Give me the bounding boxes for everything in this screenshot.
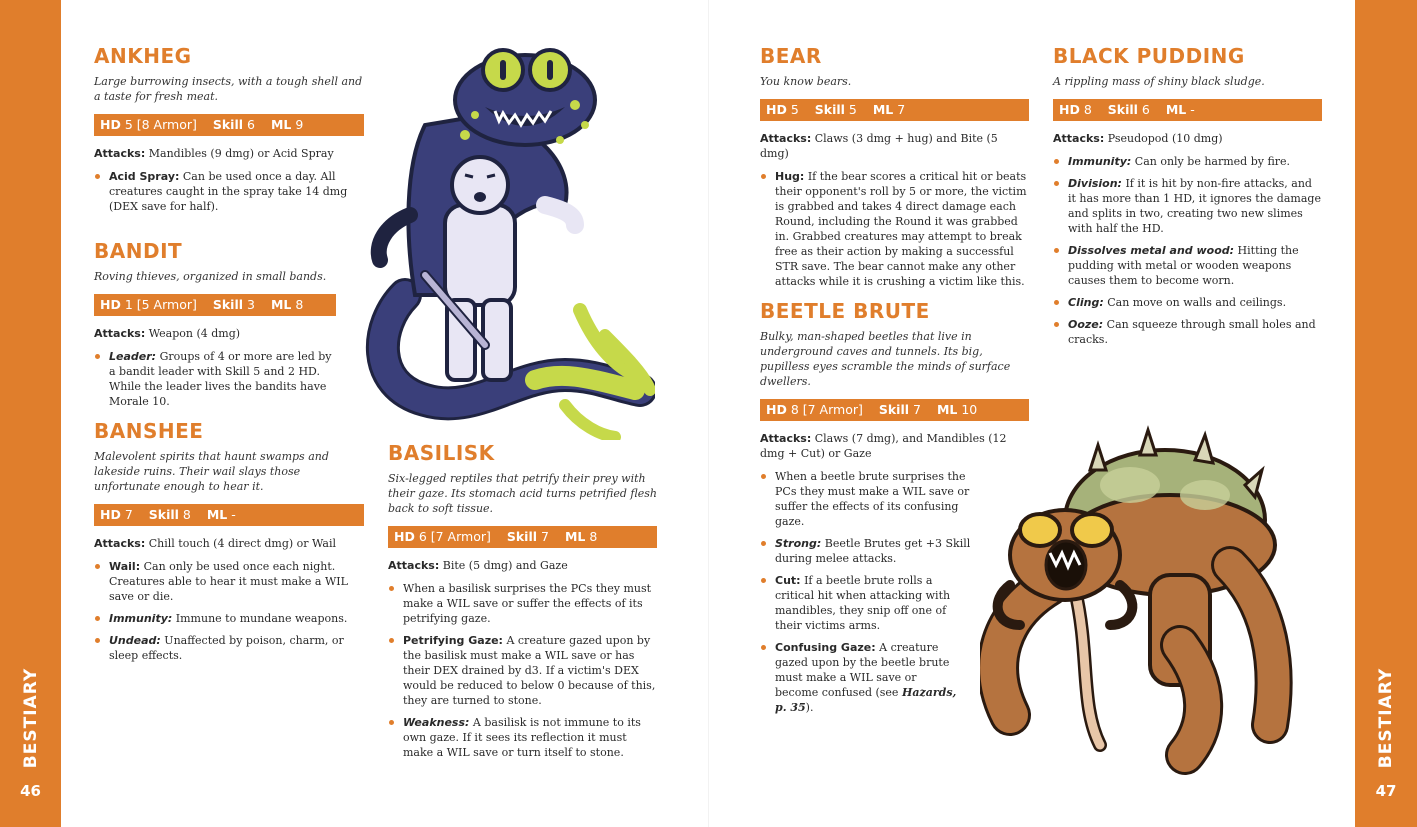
trait-list xyxy=(760,169,1029,289)
stat-bar: HD 5 [8 Armor] Skill 6 ML 9 xyxy=(94,114,364,136)
page-number: 46 xyxy=(20,782,41,800)
beetle-brute-illustration xyxy=(980,425,1325,785)
entry-title: BLACK PUDDING xyxy=(1053,44,1245,68)
entry-ankheg xyxy=(94,44,364,221)
section-label: BESTIARY xyxy=(1376,667,1396,769)
attacks-line: Attacks: Chill touch (4 direct dmg) or Wail xyxy=(94,537,336,550)
attacks-line: Attacks: Weapon (4 dmg) xyxy=(94,327,241,340)
trait-list xyxy=(94,349,336,409)
page-number: 47 xyxy=(1375,782,1397,800)
entry-title: BEAR xyxy=(760,44,822,68)
attacks-line: Attacks: Claws (3 dmg + hug) and Bite (5 dmg) xyxy=(760,132,998,160)
entry-bandit xyxy=(94,239,336,416)
stat-bar: HD 6 [7 Armor] Skill 7 ML 8 xyxy=(388,526,657,548)
attacks-line: Attacks: Mandibles (9 dmg) or Acid Spray xyxy=(94,147,334,160)
trait-item: Undead: Unaffected by poison, charm, or sleep effects. xyxy=(94,633,364,663)
stat-bar: HD 1 [5 Armor] Skill 3 ML 8 xyxy=(94,294,336,316)
entry-bear xyxy=(760,44,1029,296)
trait-item: Ooze: Can squeeze through small holes and cracks. xyxy=(1053,317,1322,347)
trait-list xyxy=(94,559,364,663)
attacks-line: Attacks: Pseudopod (10 dmg) xyxy=(1053,132,1223,145)
entry-banshee xyxy=(94,419,364,670)
attacks-line: Attacks: Claws (7 dmg), and Mandibles (12 dmg + Cut) or Gaze xyxy=(760,432,1007,460)
trait-list xyxy=(1053,154,1322,347)
entry-description: A rippling mass of shiny black sludge. xyxy=(1053,75,1265,88)
basilisk-with-knight-illustration xyxy=(365,45,655,440)
trait-item: Leader: Groups of 4 or more are led by a bandit leader with Skill 5 and 2 HD. While the leader lives the bandits have Morale 10. xyxy=(94,349,336,409)
trait-item: When a beetle brute surprises the PCs they must make a WIL save or suffer the effects of its confusing gaze. xyxy=(760,469,975,529)
trait-item: Confusing Gaze: A creature gazed upon by the beetle brute must make a WIL save or become confused (see Hazards, p. 35). xyxy=(760,640,960,715)
entry-description: Large burrowing insects, with a tough shell and a taste for fresh meat. xyxy=(94,75,363,103)
stat-bar: HD 8 [7 Armor] Skill 7 ML 10 xyxy=(760,399,1029,421)
stat-bar: HD 7 Skill 8 ML - xyxy=(94,504,364,526)
trait-item: Strong: Beetle Brutes get +3 Skill during melee attacks. xyxy=(760,536,975,566)
page-gutter xyxy=(708,0,709,827)
left-page-sidebar xyxy=(0,0,61,827)
trait-list xyxy=(760,469,975,715)
right-page-sidebar xyxy=(1355,0,1417,827)
stat-bar: HD 8 Skill 6 ML - xyxy=(1053,99,1322,121)
entry-description: Bulky, man-shaped beetles that live in underground caves and tunnels. Its big, pupilless eyes scramble the minds of surface dwellers. xyxy=(760,330,1011,388)
trait-item: Acid Spray: Can be used once a day. All creatures caught in the spray take 14 dmg (DEX save for half). xyxy=(94,169,364,214)
trait-item: Hug: If the bear scores a critical hit or beats their opponent's roll by 5 or more, the victim is grabbed and takes 4 direct damage each Round, including the Round it was grabbed in. Grabbed creatures may attempt to break free as their action by making a successful STR save. The bear cannot make any other attacks while it is crushing a victim like this. xyxy=(760,169,1029,289)
entry-basilisk xyxy=(388,441,657,767)
trait-item: When a basilisk surprises the PCs they must make a WIL save or suffer the effects of its petrifying gaze. xyxy=(388,581,657,626)
trait-item: Division: If it is hit by non-fire attacks, and it has more than 1 HD, it ignores the damage and splits in two, creating two new slimes with half the HD. xyxy=(1053,176,1322,236)
trait-item: Cut: If a beetle brute rolls a critical hit when attacking with mandibles, they snip off one of their victims arms. xyxy=(760,573,975,633)
section-label: BESTIARY xyxy=(20,667,41,769)
attacks-line: Attacks: Bite (5 dmg) and Gaze xyxy=(388,559,568,572)
entry-title: BEETLE BRUTE xyxy=(760,299,930,323)
entry-description: Malevolent spirits that haunt swamps and lakeside ruins. Their wail slays those unfortunate enough to hear it. xyxy=(94,450,329,493)
entry-title: BANDIT xyxy=(94,239,183,263)
stat-bar: HD 5 Skill 5 ML 7 xyxy=(760,99,1029,121)
trait-item: Immunity: Immune to mundane weapons. xyxy=(94,611,364,626)
entry-description: You know bears. xyxy=(760,75,852,88)
entry-title: BASILISK xyxy=(388,441,495,465)
entry-black-pudding xyxy=(1053,44,1322,354)
entry-description: Roving thieves, organized in small bands. xyxy=(94,270,327,283)
trait-item: Petrifying Gaze: A creature gazed upon by the basilisk must make a WIL save or has their DEX drained by d3. If a victim's DEX would be reduced to below 0 because of this, they are turned to stone. xyxy=(388,633,657,708)
trait-item: Wail: Can only be used once each night. Creatures able to hear it must make a WIL save or die. xyxy=(94,559,364,604)
entry-description: Six-legged reptiles that petrify their prey with their gaze. Its stomach acid turns petrified flesh back to soft tissue. xyxy=(388,472,657,515)
entry-title: ANKHEG xyxy=(94,44,192,68)
trait-item: Cling: Can move on walls and ceilings. xyxy=(1053,295,1322,310)
page-reference: Hazards, p. 35 xyxy=(775,686,957,714)
entry-title: BANSHEE xyxy=(94,419,204,443)
trait-item: Weakness: A basilisk is not immune to its own gaze. If it sees its reflection it must make a WIL save or turn itself to stone. xyxy=(388,715,657,760)
trait-list xyxy=(388,581,657,760)
trait-item: Immunity: Can only be harmed by fire. xyxy=(1053,154,1322,169)
trait-list xyxy=(94,169,364,214)
trait-item: Dissolves metal and wood: Hitting the pudding with metal or wooden weapons causes them to become worn. xyxy=(1053,243,1322,288)
